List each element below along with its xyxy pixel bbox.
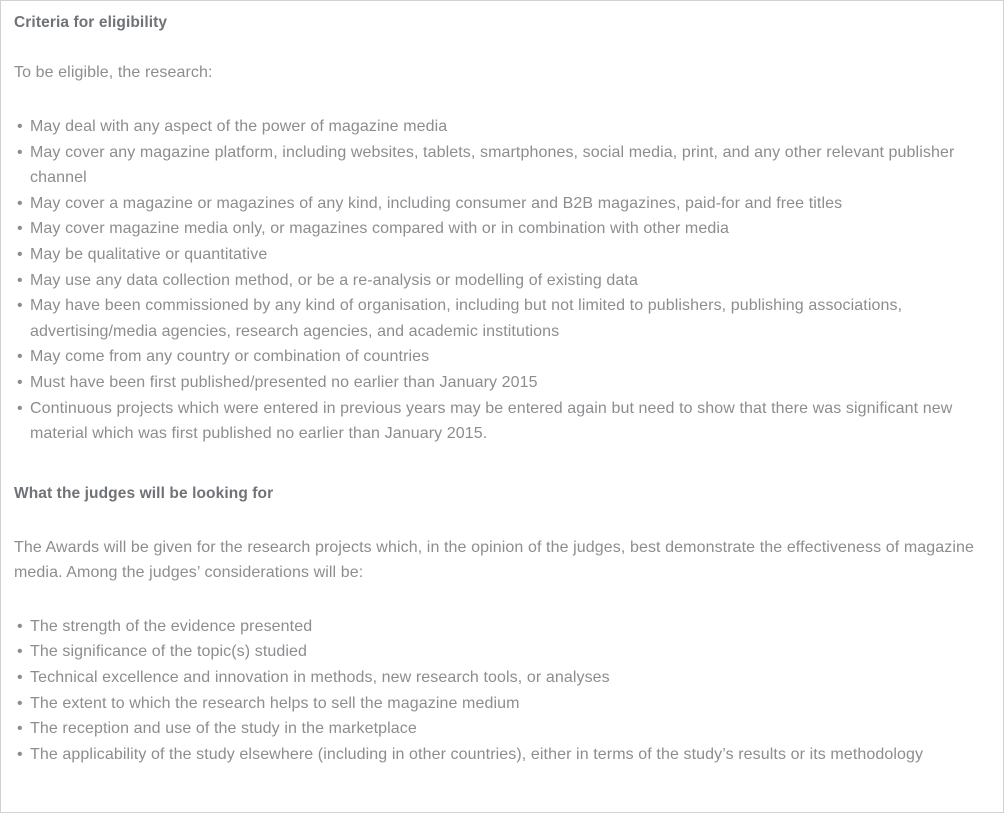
list-item bbox=[14, 268, 989, 294]
list-item-text: The strength of the evidence presented bbox=[30, 617, 313, 635]
bullet-icon: • bbox=[17, 220, 23, 238]
bullet-icon: • bbox=[17, 118, 23, 135]
spacer bbox=[14, 85, 989, 114]
list-item bbox=[14, 140, 989, 191]
list-item-text: May come from any country or combination of countries bbox=[30, 348, 430, 366]
list-item bbox=[14, 114, 989, 140]
list-item-text: May use any data collection method, or be a re-analysis or modelling of existing data bbox=[30, 271, 638, 289]
bullet-icon: • bbox=[17, 694, 23, 712]
bullet-icon: • bbox=[17, 617, 23, 635]
list-item bbox=[14, 191, 989, 217]
list-item-text: Must have been first published/presented no earlier than January 2015 bbox=[30, 373, 538, 391]
list-item-text: The applicability of the study elsewhere (including in other countries), either in terms of the study’s results or its methodology bbox=[30, 745, 924, 763]
section-heading-criteria: Criteria for eligibility bbox=[14, 14, 168, 31]
bullet-icon: • bbox=[17, 399, 23, 417]
list-item bbox=[14, 396, 989, 447]
bullet-icon: • bbox=[17, 194, 23, 212]
list-item-text: May cover magazine media only, or magazines compared with or in combination with other media bbox=[30, 220, 730, 238]
spacer bbox=[14, 585, 989, 614]
list-item bbox=[14, 716, 989, 742]
list-item-text: May be qualitative or quantitative bbox=[30, 245, 268, 263]
spacer bbox=[14, 33, 989, 60]
bullet-icon: • bbox=[17, 348, 23, 366]
list-item-text: Technical excellence and innovation in methods, new research tools, or analyses bbox=[30, 668, 610, 686]
list-item bbox=[14, 742, 989, 768]
list-item bbox=[14, 293, 989, 344]
bullet-icon: • bbox=[17, 643, 23, 661]
list-item bbox=[14, 216, 989, 242]
list-item-text: The extent to which the research helps to sell the magazine medium bbox=[30, 694, 520, 712]
list-item bbox=[14, 370, 989, 396]
bullet-icon: • bbox=[17, 745, 23, 763]
bullet-icon: • bbox=[17, 297, 23, 315]
section-intro-judges: The Awards will be given for the research projects which, in the opinion of the judges, best demonstrate the effectiveness of magazine media. Among the judges’ considerations will be: bbox=[14, 538, 975, 581]
list-item bbox=[14, 242, 989, 268]
list-item-text: The reception and use of the study in the marketplace bbox=[30, 720, 417, 738]
section-intro-criteria: To be eligible, the research: bbox=[14, 64, 213, 81]
list-item bbox=[14, 614, 989, 640]
list-item bbox=[14, 639, 989, 665]
spacer bbox=[14, 504, 989, 535]
section-heading-judges: What the judges will be looking for bbox=[14, 484, 274, 502]
list-item bbox=[14, 665, 989, 691]
criteria-bullet-list bbox=[14, 114, 989, 447]
list-item bbox=[14, 344, 989, 370]
bullet-icon: • bbox=[17, 143, 23, 161]
bullet-icon: • bbox=[17, 245, 23, 263]
bullet-icon: • bbox=[17, 271, 23, 289]
bullet-icon: • bbox=[17, 373, 23, 391]
list-item-text: May deal with any aspect of the power of magazine media bbox=[30, 118, 448, 135]
document-content bbox=[1, 1, 1003, 767]
list-item-text: May cover a magazine or magazines of any kind, including consumer and B2B magazines, paid-for and free titles bbox=[30, 194, 843, 212]
list-item-text: Continuous projects which were entered in previous years may be entered again but need to show that there was significant new material which was first published no earlier than January 2015. bbox=[30, 399, 953, 443]
bullet-icon: • bbox=[17, 668, 23, 686]
list-item-text: May have been commissioned by any kind of organisation, including but not limited to publishers, publishing associations, advertising/media agencies, research agencies, and academic institutions bbox=[30, 297, 903, 340]
bullet-icon: • bbox=[17, 720, 23, 738]
judging-bullet-list bbox=[14, 614, 989, 768]
spacer bbox=[14, 447, 989, 483]
list-item-text: May cover any magazine platform, including websites, tablets, smartphones, social media, print, and any other relevant publisher channel bbox=[30, 143, 955, 187]
list-item bbox=[14, 691, 989, 717]
list-item-text: The significance of the topic(s) studied bbox=[30, 643, 308, 661]
